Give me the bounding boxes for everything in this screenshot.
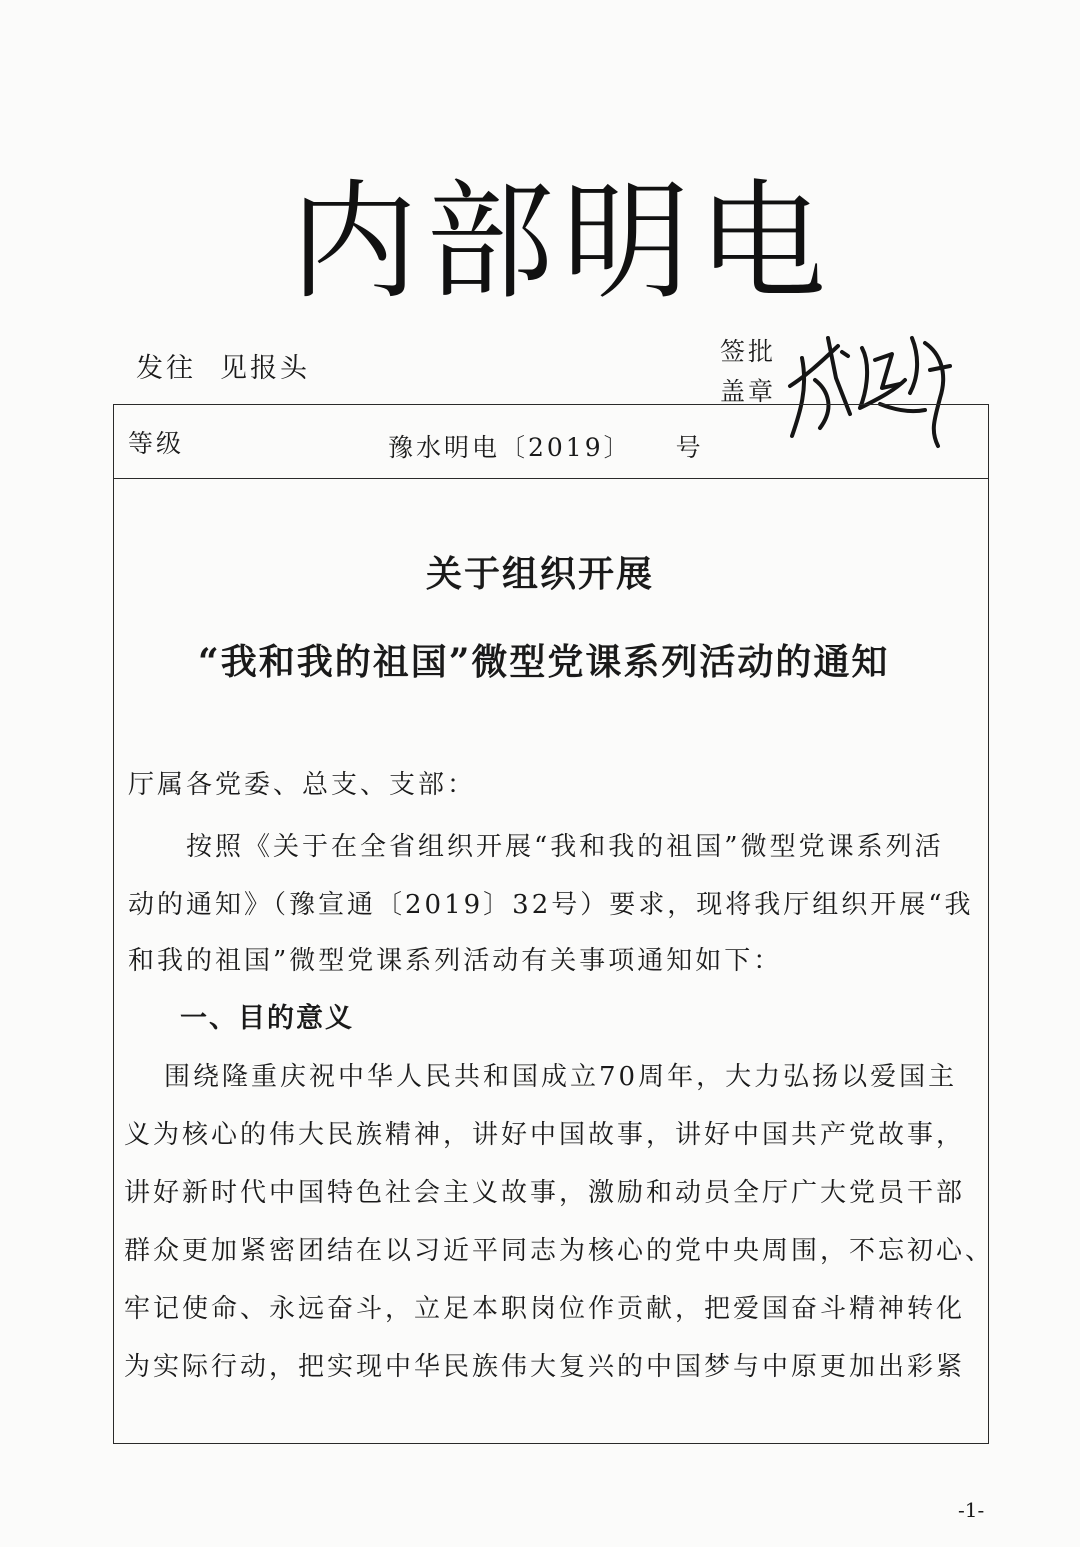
paragraph-line: 为实际行动，把实现中华民族伟大复兴的中国梦与中原更加出彩紧 xyxy=(124,1352,966,1382)
send-to-label: 发往 xyxy=(136,353,196,384)
approve-label: 签批 xyxy=(720,337,777,366)
paragraph-line: 群众更加紧密团结在以习近平同志为核心的党中央周围，不忘初心、 xyxy=(124,1236,995,1266)
stamp-label: 盖章 xyxy=(720,377,777,406)
paragraph-line: 动的通知》（豫宣通〔2019〕32号）要求，现将我厅组织开展“我 xyxy=(128,890,974,920)
recipient-line: 厅属各党委、总支、支部： xyxy=(128,770,477,800)
document-title: 内部明电 xyxy=(290,168,835,317)
document-number-prefix: 豫水明电〔2019〕 xyxy=(388,433,632,462)
paragraph-line: 讲好新时代中国特色社会主义故事，激励和动员全厅广大党员干部 xyxy=(124,1178,966,1208)
page-number: -1- xyxy=(958,1498,985,1522)
paragraph-line: 义为核心的伟大民族精神，讲好中国故事，讲好中国共产党故事， xyxy=(124,1120,966,1150)
paragraph-line: 按照《关于在全省组织开展“我和我的祖国”微型党课系列活 xyxy=(186,832,944,862)
document-number xyxy=(388,428,704,464)
section-heading: 一、目的意义 xyxy=(180,1003,354,1034)
header-row-divider xyxy=(113,478,989,479)
notice-title-line-1: 关于组织开展 xyxy=(425,553,654,595)
send-to-line xyxy=(136,346,310,385)
grade-label: 等级 xyxy=(128,429,185,458)
document-number-suffix: 号 xyxy=(675,433,704,462)
paragraph-line: 牢记使命、永远奋斗，立足本职岗位作贡献，把爱国奋斗精神转化 xyxy=(124,1294,966,1324)
send-to-value: 见报头 xyxy=(220,353,310,384)
notice-title-line-2: “我和我的祖国”微型党课系列活动的通知 xyxy=(198,641,890,683)
paragraph-line: 和我的祖国”微型党课系列活动有关事项通知如下： xyxy=(128,946,783,976)
paragraph-line: 围绕隆重庆祝中华人民共和国成立70周年，大力弘扬以爱国主 xyxy=(164,1062,958,1092)
